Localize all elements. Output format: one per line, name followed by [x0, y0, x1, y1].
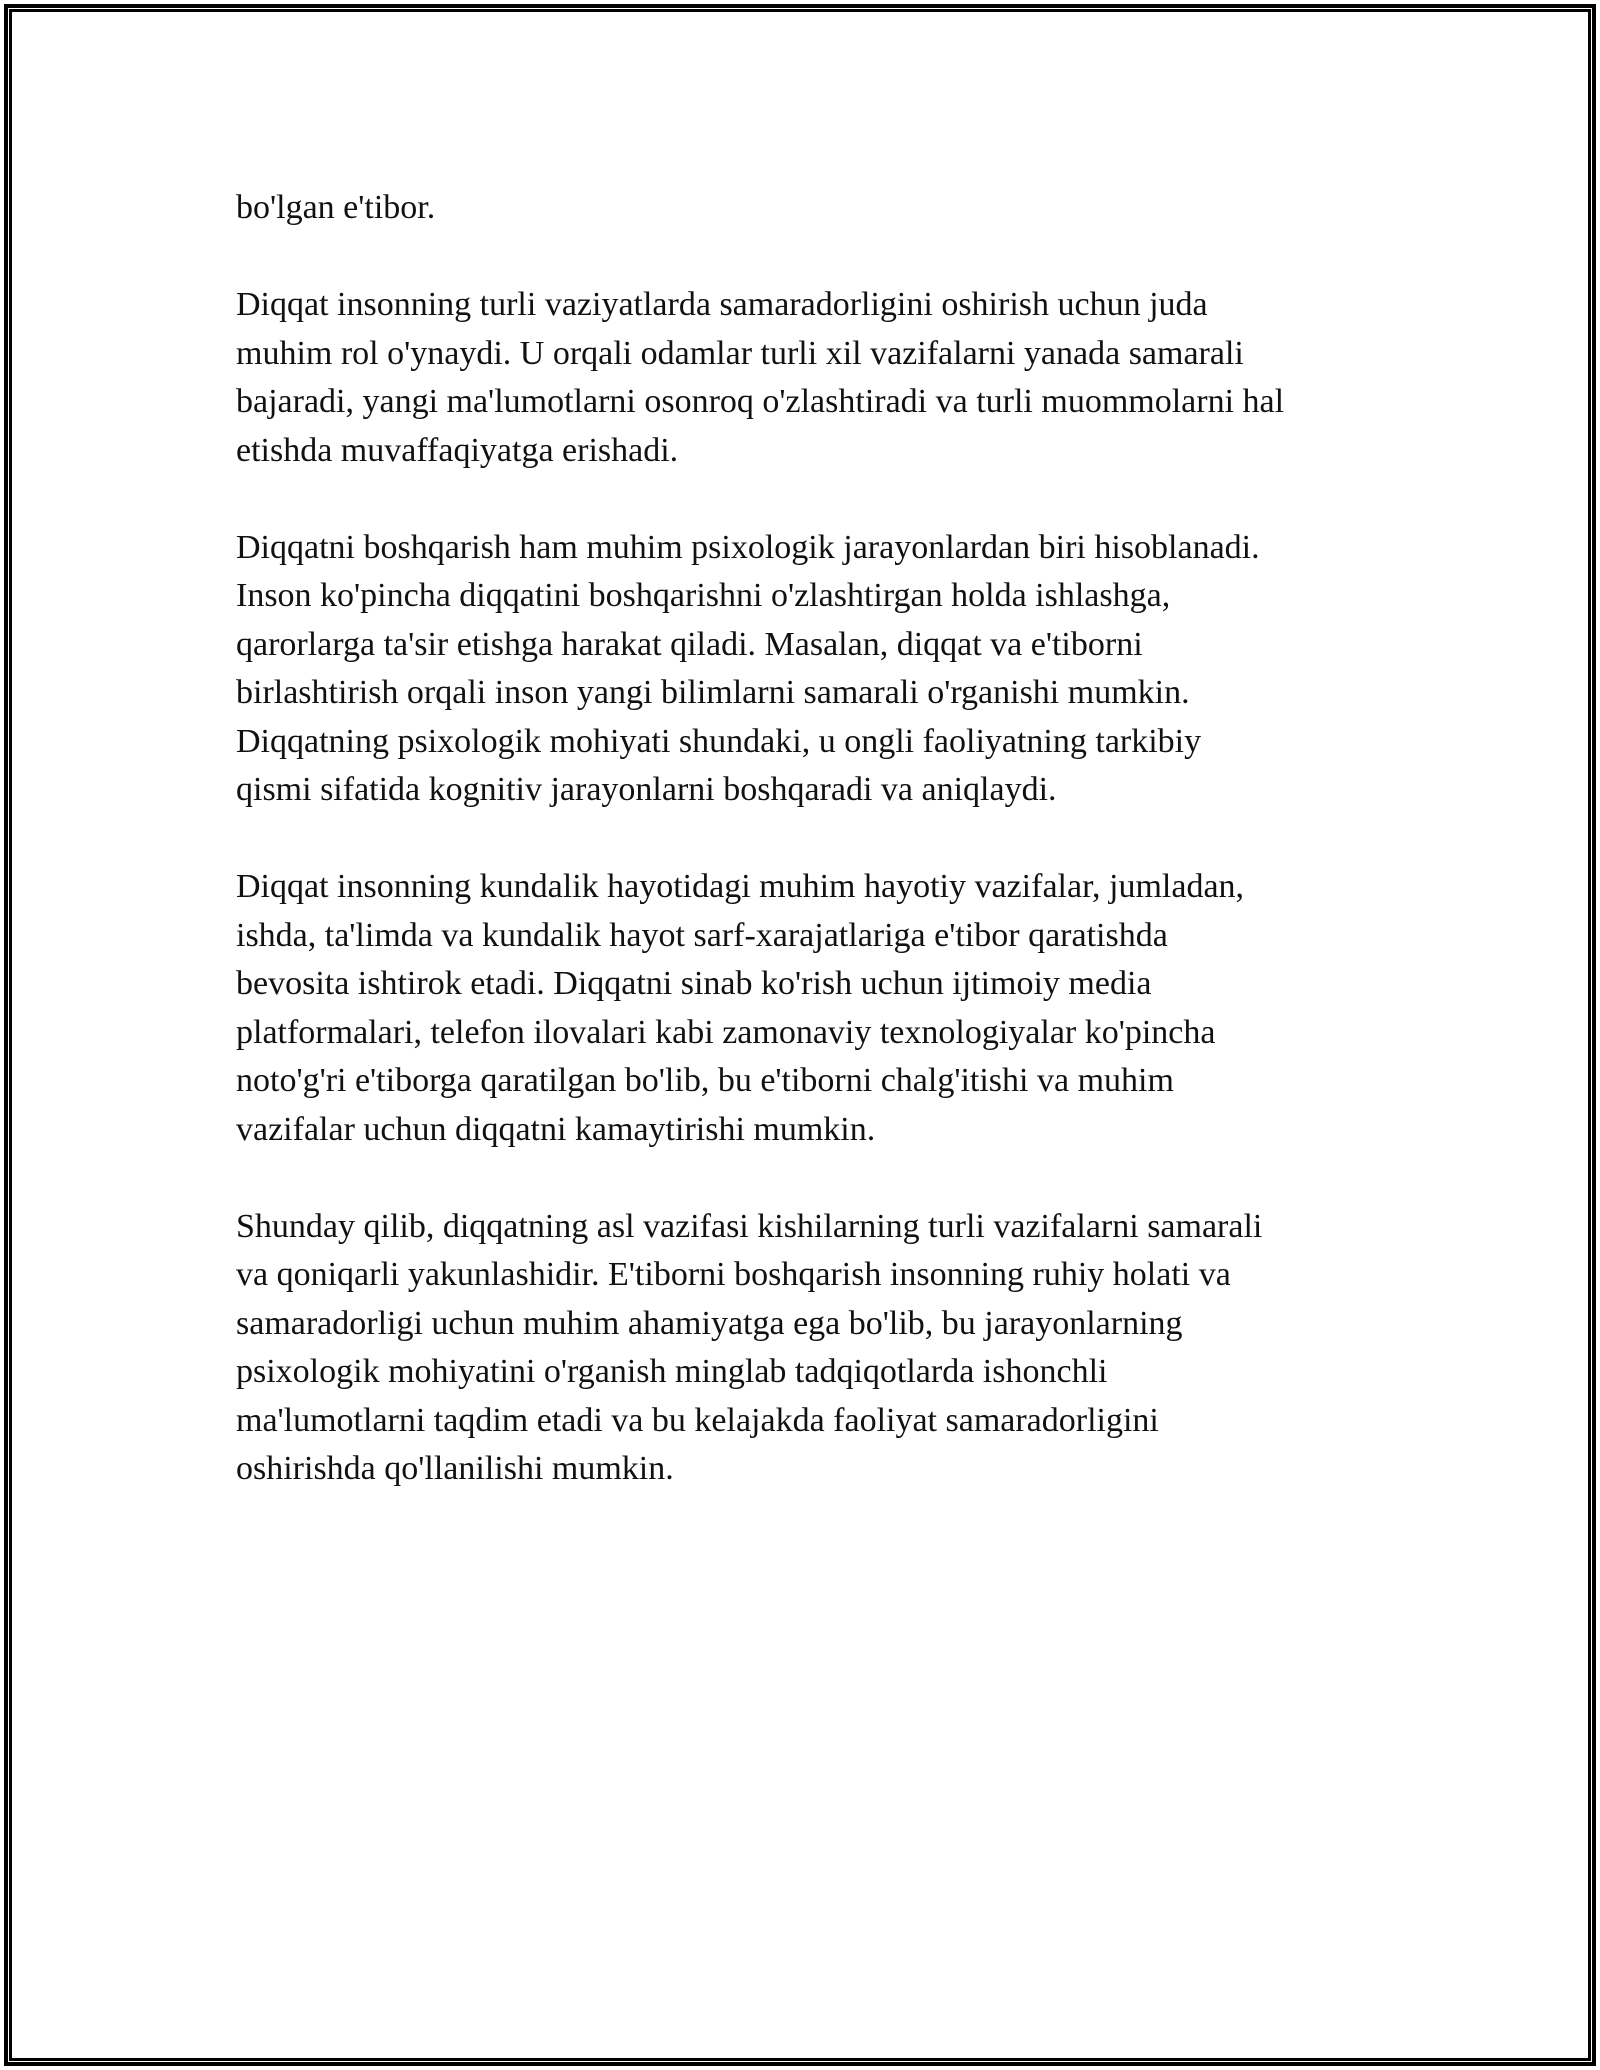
- text-line: Diqqat insonning turli vaziyatlarda samaradorligini oshirish uchun juda: [236, 286, 1208, 323]
- text-line: bevosita ishtirok etadi. Diqqatni sinab ko'rish uchun ijtimoiy media: [236, 965, 1152, 1002]
- text-line: Shunday qilib, diqqatning asl vazifasi kishilarning turli vazifalarni samarali: [236, 1207, 1263, 1245]
- text-line: qarorlarga ta'sir etishga harakat qiladi. Masalan, diqqat va e'tiborni: [236, 625, 1143, 663]
- text-line: vazifalar uchun diqqatni kamaytirishi mumkin.: [236, 1110, 876, 1148]
- document-body: [236, 184, 1400, 1542]
- text-line: Diqqatning psixologik mohiyati shundaki, u ongli faoliyatning tarkibiy: [236, 722, 1202, 760]
- paragraph-2: [236, 281, 1400, 475]
- text-line: muhim rol o'ynaydi. U orqali odamlar turli xil vazifalarni yanada samarali: [236, 334, 1244, 372]
- text-line: Inson ko'pincha diqqatini boshqarishni o'zlashtirgan holda ishlashga,: [236, 577, 1171, 614]
- text-line: bajaradi, yangi ma'lumotlarni osonroq o'zlashtiradi va turli muommolarni hal: [236, 383, 1285, 420]
- text-line: Diqqat insonning kundalik hayotidagi muhim hayotiy vazifalar, jumladan,: [236, 868, 1245, 905]
- text-line: etishda muvaffaqiyatga erishadi.: [236, 431, 679, 469]
- text-line: psixologik mohiyatini o'rganish minglab tadqiqotlarda ishonchli: [236, 1353, 1108, 1390]
- text-line: noto'g'ri e'tiborga qaratilgan bo'lib, bu e'tiborni chalg'itishi va muhim: [236, 1062, 1174, 1099]
- text-line: samaradorligi uchun muhim ahamiyatga ega bo'lib, bu jarayonlarning: [236, 1304, 1183, 1342]
- text-line: ishda, ta'limda va kundalik hayot sarf-xarajatlariga e'tibor qaratishda: [236, 916, 1168, 954]
- text-line: Diqqatni boshqarish ham muhim psixologik jarayonlardan biri hisoblanadi.: [236, 528, 1260, 566]
- text-line: platformalari, telefon ilovalari kabi zamonaviy texnologiyalar ko'pincha: [236, 1013, 1216, 1051]
- text-line: qismi sifatida kognitiv jarayonlarni boshqaradi va aniqlaydi.: [236, 771, 1057, 808]
- text-line: bo'lgan e'tibor.: [236, 189, 436, 226]
- paragraph-1: [236, 184, 1400, 233]
- text-line: birlashtirish orqali inson yangi bilimlarni samarali o'rganishi mumkin.: [236, 674, 1190, 711]
- paragraph-4: [236, 863, 1400, 1154]
- paragraph-5: [236, 1203, 1400, 1494]
- paragraph-3: [236, 524, 1400, 815]
- text-line: oshirishda qo'llanilishi mumkin.: [236, 1450, 674, 1487]
- text-line: va qoniqarli yakunlashidir. E'tiborni boshqarish insonning ruhiy holati va: [236, 1256, 1231, 1293]
- text-line: ma'lumotlarni taqdim etadi va bu kelajakda faoliyat samaradorligini: [236, 1401, 1159, 1439]
